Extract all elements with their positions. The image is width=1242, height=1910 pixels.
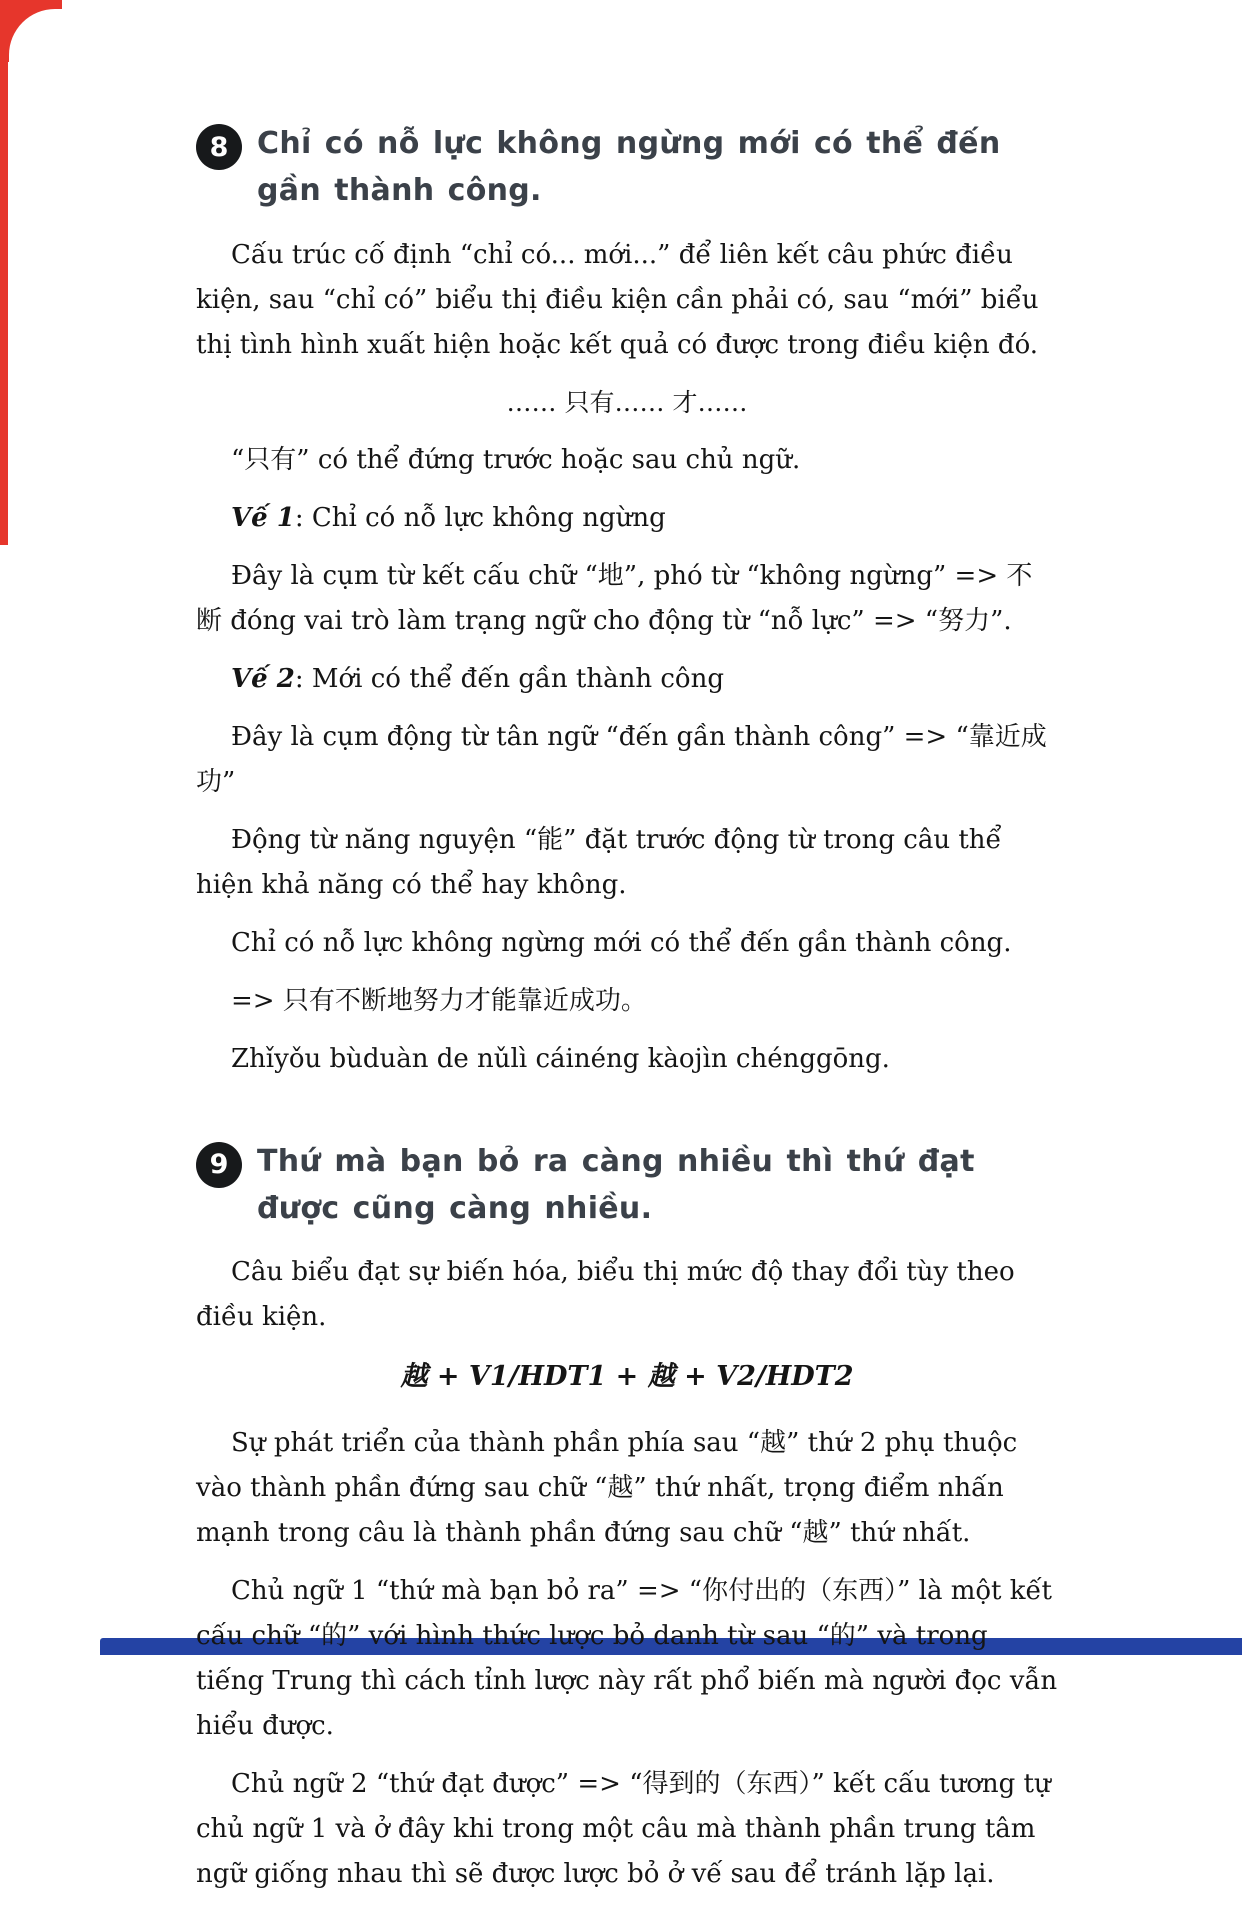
clause-text: : Chỉ có nỗ lực không ngừng [294,502,666,533]
page-rounded-corner [9,9,139,139]
section-title: Chỉ có nỗ lực không ngừng mới có thể đến gần thành công. [257,126,1001,209]
section-8-body [196,233,1058,1082]
section-8-heading [196,120,1058,215]
section-9-heading [196,1138,1058,1233]
paragraph: “只有” có thể đứng trước hoặc sau chủ ngữ. [231,444,801,475]
chinese-translation: => 只有不断地努力才能靠近成功。 [231,985,647,1016]
red-left-edge-strip [0,0,8,545]
page-content [196,120,1058,1910]
section-9 [196,1138,1058,1897]
section-8 [196,120,1058,1082]
paragraph: Chỉ có nỗ lực không ngừng mới có thể đến gần thành công. [231,927,1012,958]
paragraph: Chủ ngữ 1 “thứ mà bạn bỏ ra” => “你付出的（东西）” là một kết cấu chữ “的” với hình thức lược bỏ danh từ sau “的” và trong tiếng Trung thì cách tỉnh lược này rất phổ biến mà người đọc vẫn hiểu được. [196,1575,1058,1741]
pattern-line: …… 只有…… 才…… [506,387,748,417]
section-9-body [196,1250,1058,1896]
paragraph: Sự phát triển của thành phần phía sau “越” thứ 2 phụ thuộc vào thành phần đứng sau chữ “越” thứ nhất, trọng điểm nhấn mạnh trong câu là thành phần đứng sau chữ “越” thứ nhất. [196,1427,1018,1548]
section-title: Thứ mà bạn bỏ ra càng nhiều thì thứ đạt được cũng càng nhiều. [257,1143,975,1226]
pinyin-line: Zhǐyǒu bùduàn de nǔlì cáinéng kàojìn chénggōng. [231,1043,890,1074]
paragraph: Đây là cụm từ kết cấu chữ “地”, phó từ “không ngừng” => 不断 đóng vai trò làm trạng ngữ cho động từ “nỗ lực” => “努力”. [196,560,1033,636]
section-number-badge: 9 [196,1142,242,1188]
paragraph [196,496,1058,541]
paragraph: Chủ ngữ 2 “thứ đạt được” => “得到的（东西）” kết cấu tương tự chủ ngữ 1 và ở đây khi trong một câu mà thành phần trung tâm ngữ giống nhau thì sẽ được lược bỏ ở vế sau để tránh lặp lại. [196,1768,1051,1889]
section-number-badge: 8 [196,124,242,170]
grammar-formula: 越 + V1/HDT1 + 越 + V2/HDT2 [400,1361,854,1393]
clause-text: : Mới có thể đến gần thành công [294,663,724,694]
paragraph [196,657,1058,702]
paragraph: Cấu trúc cố định “chỉ có... mới...” để liên kết câu phức điều kiện, sau “chỉ có” biểu thị điều kiện cần phải có, sau “mới” biểu thị tình hình xuất hiện hoặc kết quả có được trong điều kiện đó. [196,239,1039,360]
paragraph: Đây là cụm động từ tân ngữ “đến gần thành công” => “靠近成功” [196,721,1047,797]
paragraph: Động từ năng nguyện “能” đặt trước động từ trong câu thể hiện khả năng có thể hay không. [196,824,1002,900]
paragraph: Câu biểu đạt sự biến hóa, biểu thị mức độ thay đổi tùy theo điều kiện. [196,1257,1015,1333]
clause-label: Vế 2 [231,663,295,694]
clause-label: Vế 1 [231,502,295,533]
